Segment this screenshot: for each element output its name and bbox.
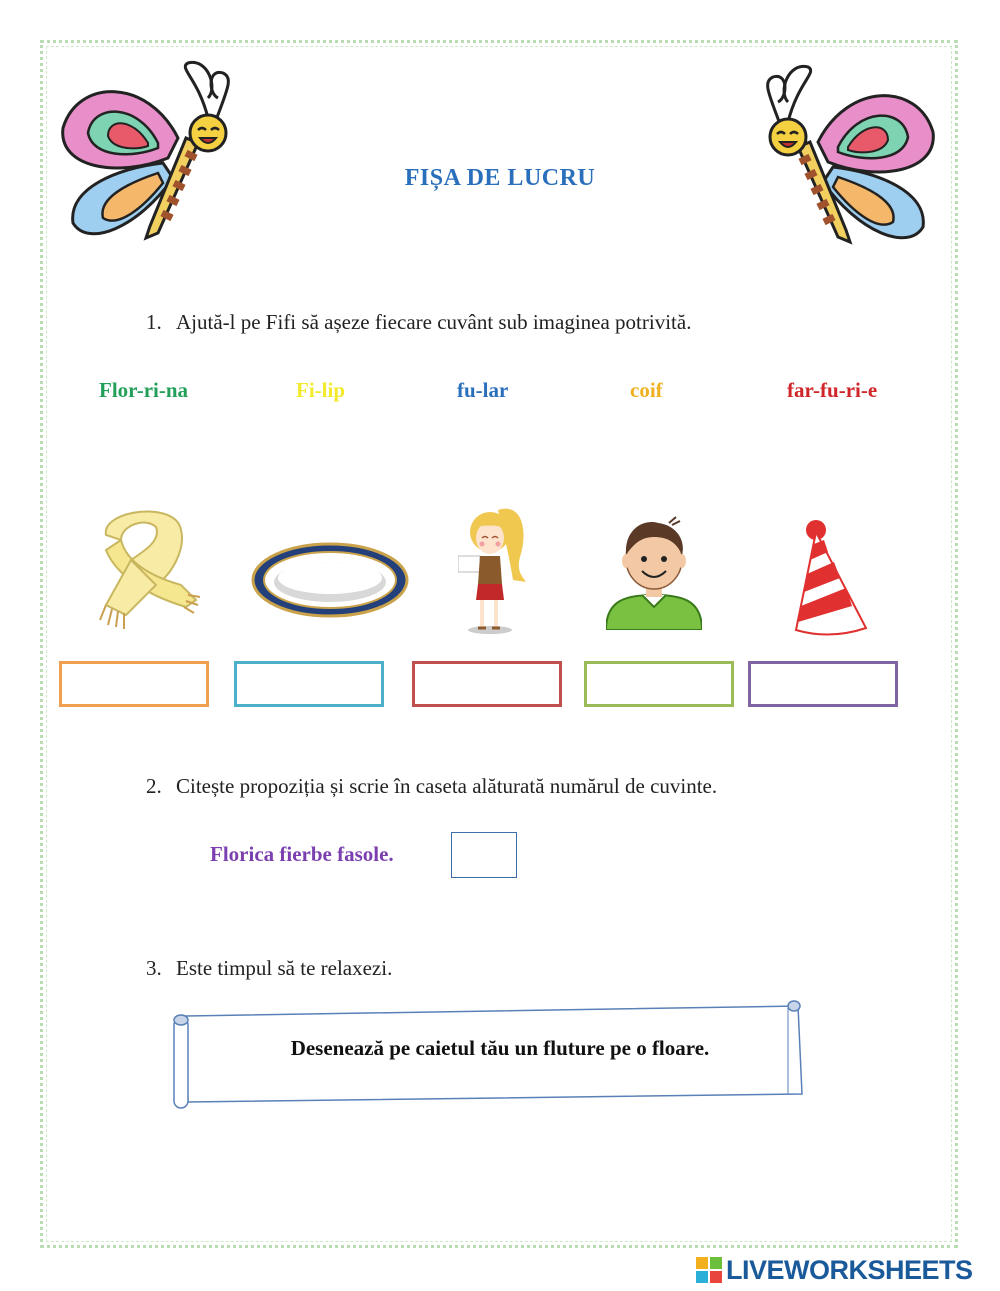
page-title: FIȘA DE LUCRU: [404, 165, 596, 191]
answer-box-1[interactable]: [59, 661, 209, 707]
question-3-text: Este timpul să te relaxezi.: [176, 956, 393, 980]
sentence-text: Florica fierbe fasole.: [210, 842, 394, 866]
party-hat-image: [790, 518, 870, 636]
question-1: [146, 310, 691, 335]
question-1-text: Ajută-l pe Fifi să așeze fiecare cuvânt sub imaginea potrivită.: [176, 310, 692, 334]
word-fular[interactable]: fu-lar: [457, 378, 509, 402]
question-3: [146, 956, 392, 981]
word-coif[interactable]: coif: [630, 378, 663, 402]
answer-box-3[interactable]: [412, 661, 562, 707]
answer-box-5[interactable]: [748, 661, 898, 707]
liveworksheets-logo-icon: [696, 1257, 722, 1283]
word-count-input[interactable]: [451, 832, 517, 878]
girl-image: [458, 502, 538, 637]
word-filip[interactable]: Fi-lip: [296, 378, 346, 402]
butterfly-right-image: [758, 62, 938, 252]
boy-image: [606, 515, 702, 630]
answer-box-2[interactable]: [234, 661, 384, 707]
butterfly-left-image: [58, 58, 238, 248]
question-2-number: 2.: [146, 774, 162, 798]
question-3-number: 3.: [146, 956, 162, 980]
drawing-instruction: Desenează pe caietul tău un fluture pe o floare.: [290, 1036, 710, 1060]
question-1-number: 1.: [146, 310, 162, 334]
liveworksheets-logo: [696, 1254, 973, 1286]
word-farfurie[interactable]: far-fu-ri-e: [787, 378, 878, 402]
answer-box-4[interactable]: [584, 661, 734, 707]
question-2: [146, 774, 717, 799]
liveworksheets-logo-text: LIVEWORKSHEETS: [726, 1254, 973, 1285]
scarf-image: [86, 505, 202, 635]
word-florina[interactable]: Flor-ri-na: [99, 378, 189, 402]
plate-image: [250, 540, 410, 620]
question-2-text: Citește propoziția și scrie în caseta alăturată numărul de cuvinte.: [176, 774, 718, 798]
